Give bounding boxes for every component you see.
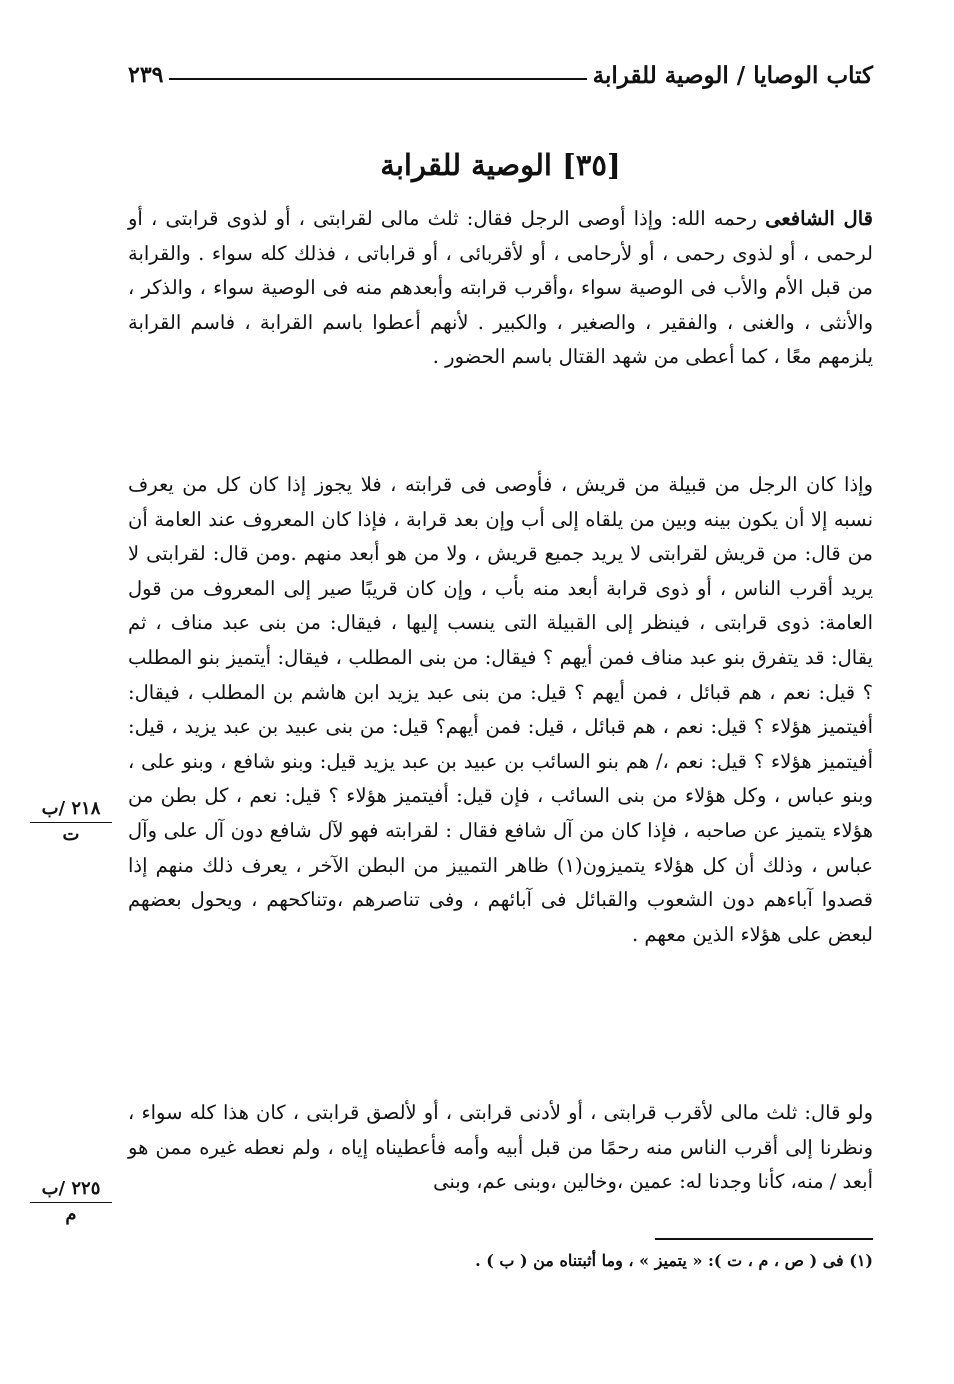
manuscript-siglum: ت — [62, 824, 80, 845]
page-number: ٢٣٩ — [128, 62, 164, 88]
running-head-title: كتاب الوصايا / الوصية للقرابة — [592, 61, 873, 89]
paragraph-1-lead: قال الشافعى — [765, 207, 873, 230]
running-head — [128, 55, 873, 95]
manuscript-folio-note-2 — [30, 1178, 112, 1226]
folio-reference: ٢٢٥ /ب — [30, 1178, 112, 1203]
manuscript-siglum: م — [65, 1204, 77, 1225]
chapter-title: [٣٥] الوصية للقرابة — [380, 148, 621, 182]
manuscript-folio-note-1 — [30, 798, 112, 846]
footnote: (١) فى ( ص ، م ، ت ): « يتميز » ، وما أثبتناه من ( ب ) . — [475, 1251, 873, 1270]
paragraph-1 — [128, 202, 873, 375]
footnote-separator — [655, 1238, 873, 1240]
paragraph-1-text: رحمه الله: وإذا أوصى الرجل فقال: ثلث مالى لقرابتى ، أو لذوى قرابتى ، أو لرحمى ، أو لذوى رحمى ، أو لأرحامى ، أو لأقربائى ، أو قراباتى ، فذلك كله سواء . والقرابة من قبل الأم والأب فى الوصية سواء ،وأقرب قرابته وأبعدهم منه فى الوصية سواء ، والذكر ، والأنثى ، والغنى ، والفقير ، والصغير ، والكبير . لأنهم أعطوا باسم القرابة ، فاسم القرابة يلزمهم معًا ، كما أعطى من شهد القتال باسم الحضور . — [128, 207, 873, 369]
running-head-rule — [169, 78, 586, 80]
paragraph-2: وإذا كان الرجل من قبيلة من قريش ، فأوصى فى قرابته ، فلا يجوز إذا كان كل من يعرف نسبه إلا أن يكون بينه وبين من يلقاه إلى أب وإن بعد قرابة ، فإذا كان المعروف عند العامة أن من قال: من قريش لقرابتى لا يريد جميع قريش ، ولا من هو أبعد منهم .ومن قال: لقرابتى لا يريد أقرب الناس ، أو ذوى قرابة أبعد منه بأب ، وإن كان قريبًا صير إلى المعروف من قول العامة: ذوى قرابتى ، فينظر إلى القبيلة التى ينسب إليها ، فيقال: من بنى عبد مناف ، ثم يقال: قد يتفرق بنو عبد مناف فمن أيهم ؟ فيقال: من بنى المطلب ، فيقال: أيتميز بنو المطلب ؟ قيل: نعم ، هم قبائل ، فمن أيهم ؟ قيل: من بنى عبد يزيد ابن هاشم بن المطلب ، فيقال: أفيتميز هؤلاء ؟ قيل: نعم ، هم قبائل ، قيل: فمن أيهم؟ قيل: من بنى عبيد بن عبد يزيد ، قيل: أفيتميز هؤلاء ؟ قيل: نعم ،/ هم بنو السائب بن عبيد بن عبد يزيد قيل: وبنو شافع ، وبنو على ، وبنو عباس ، وكل هؤلاء من بنى السائب ، فإن قيل: أفيتميز هؤلاء ؟ قيل: نعم ، كل بطن من هؤلاء يتميز عن صاحبه ، فإذا كان من آل شافع فقال : لقرابته فهو لآل شافع دون آل على وآل عباس ، وذلك أن كل هؤلاء يتميزون(١) ظاهر التمييز من البطن الآخر ، يعرف ذلك منهم إذا قصدوا آباءهم دون الشعوب والقبائل فى آبائهم ، وفى تناصرهم ،وتناكحهم ، ويحول بعضهم لبعض على هؤلاء الذين معهم . — [128, 473, 873, 946]
folio-reference: ٢١٨ /ب — [30, 798, 112, 823]
paragraph-3: ولو قال: ثلث مالى لأقرب قرابتى ، أو لأدنى قرابتى ، أو لألصق قرابتى ، كان هذا كله سواء ، ونظرنا إلى أقرب الناس منه رحمًا من قبل أبيه وأمه فأعطيناه إياه ، ولم نعطه غيره ممن هو أبعد / منه، كأنا وجدنا له: عمين ،وخالين ،وبنى عم، وبنى — [128, 1101, 873, 1194]
